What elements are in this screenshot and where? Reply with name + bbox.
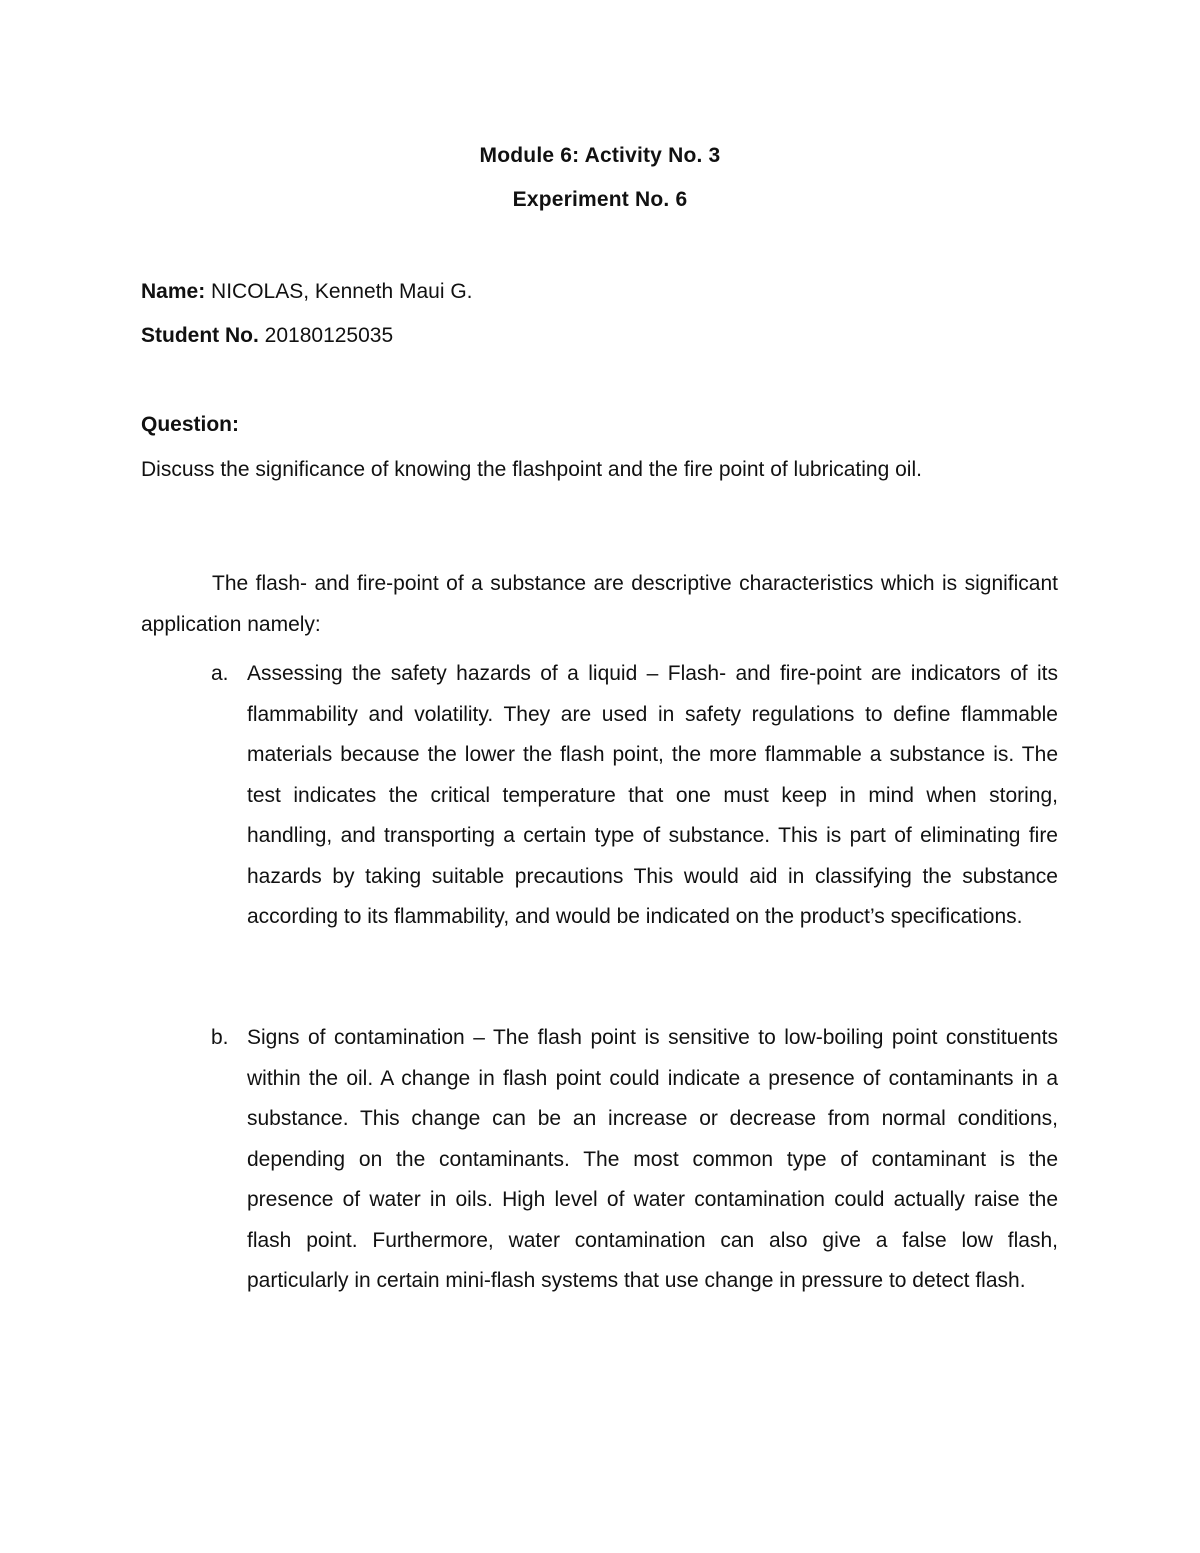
answer-intro: The flash- and fire-point of a substance are descriptive characteristics which is significant application namely: (141, 572, 1058, 636)
list-item (211, 654, 1058, 938)
name-value: NICOLAS, Kenneth Maui G. (211, 280, 473, 303)
list-item (211, 1018, 1058, 1302)
document-title: Module 6: Activity No. 3 (479, 144, 721, 167)
question-text: Discuss the significance of knowing the flashpoint and the fire point of lubricating oil. (141, 458, 922, 481)
student-number-line (141, 324, 393, 348)
name-label: Name: (141, 280, 206, 303)
student-number-label: Student No. (141, 324, 259, 347)
student-number-value: 20180125035 (264, 324, 394, 347)
list-item-marker: a. (211, 662, 229, 685)
list-item-text: Assessing the safety hazards of a liquid – Flash- and fire-point are indicators of its flammability and volatility. They are used in safety regulations to define flammable materials because the lower the flash point, the more flammable a substance is. The test indicates the critical temperature that one must keep in mind when storing, handling, and transporting a certain type of substance. This is part of eliminating fire hazards by taking suitable precautions This would aid in classifying the substance according to its flammability, and would be indicated on the product’s specifications. (247, 662, 1058, 928)
list-item-text: Signs of contamination – The flash point is sensitive to low-boiling point constituents within the oil. A change in flash point could indicate a presence of contaminants in a substance. This change can be an increase or decrease from normal conditions, depending on the contaminants. The most common type of contaminant is the presence of water in oils. High level of water contamination could actually raise the flash point. Furthermore, water contamination can also give a false low flash, particularly in certain mini-flash systems that use change in pressure to detect flash. (247, 1026, 1058, 1292)
list-item-marker: b. (211, 1026, 229, 1049)
name-line (141, 280, 473, 304)
document-subtitle: Experiment No. 6 (512, 188, 688, 211)
question-label: Question: (141, 413, 239, 436)
